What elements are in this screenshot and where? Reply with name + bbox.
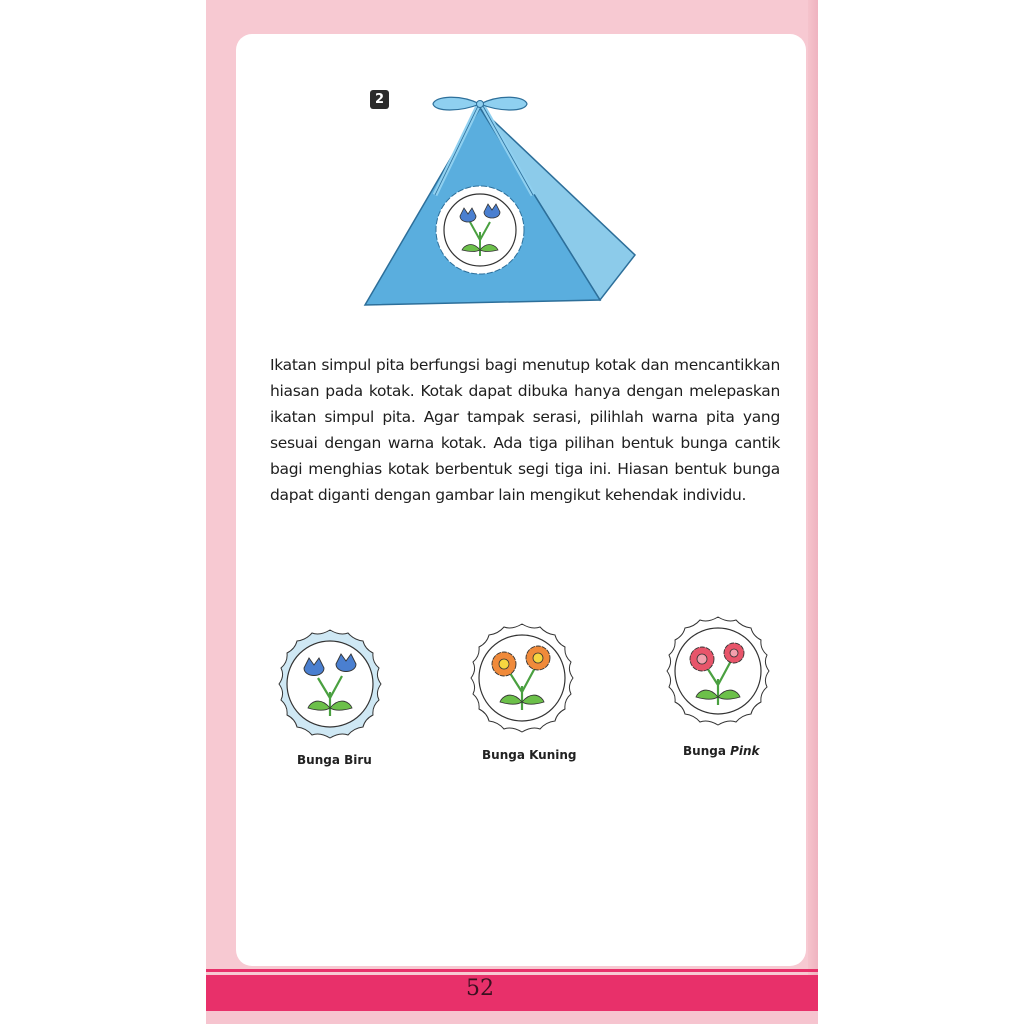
medallion-bunga-kuning (464, 620, 580, 736)
footer-rule (206, 969, 818, 972)
triangle-box-illustration (355, 90, 645, 315)
medallion-bunga-biru (272, 626, 388, 742)
page-edge (808, 0, 818, 1024)
medallion-bunga-pink (660, 613, 776, 729)
orange-flower-icon (464, 620, 580, 736)
caption-bunga-biru: Bunga Biru (297, 753, 372, 767)
caption-prefix: Bunga (683, 744, 731, 758)
ribbon-bow-right (480, 97, 527, 110)
box-medallion (436, 186, 524, 274)
caption-bunga-pink (683, 744, 760, 758)
footer-band (206, 975, 818, 1011)
caption-bunga-kuning: Bunga Kuning (482, 748, 577, 762)
step-number-badge: 2 (370, 90, 389, 109)
instruction-paragraph: Ikatan simpul pita berfungsi bagi menutup kotak dan mencantikkan hiasan pada kotak. Kotak dapat dibuka hanya dengan melepaskan ikatan simpul pita. Agar tampak serasi, pilihlah warna pita yang sesuai dengan warna kotak. Ada tiga pilihan bentuk bunga cantik bagi menghias kotak berbentuk segi tiga ini. Hiasan bentuk bunga dapat diganti dengan gambar lain mengikut kehendak individu. (270, 356, 780, 504)
caption-italic: Pink (730, 744, 760, 758)
pink-flower-icon (660, 613, 776, 729)
footer-strip (206, 1011, 818, 1024)
ribbon-bow-left (433, 97, 480, 110)
page-number: 52 (466, 976, 494, 1001)
blue-tulip-icon (272, 626, 388, 742)
